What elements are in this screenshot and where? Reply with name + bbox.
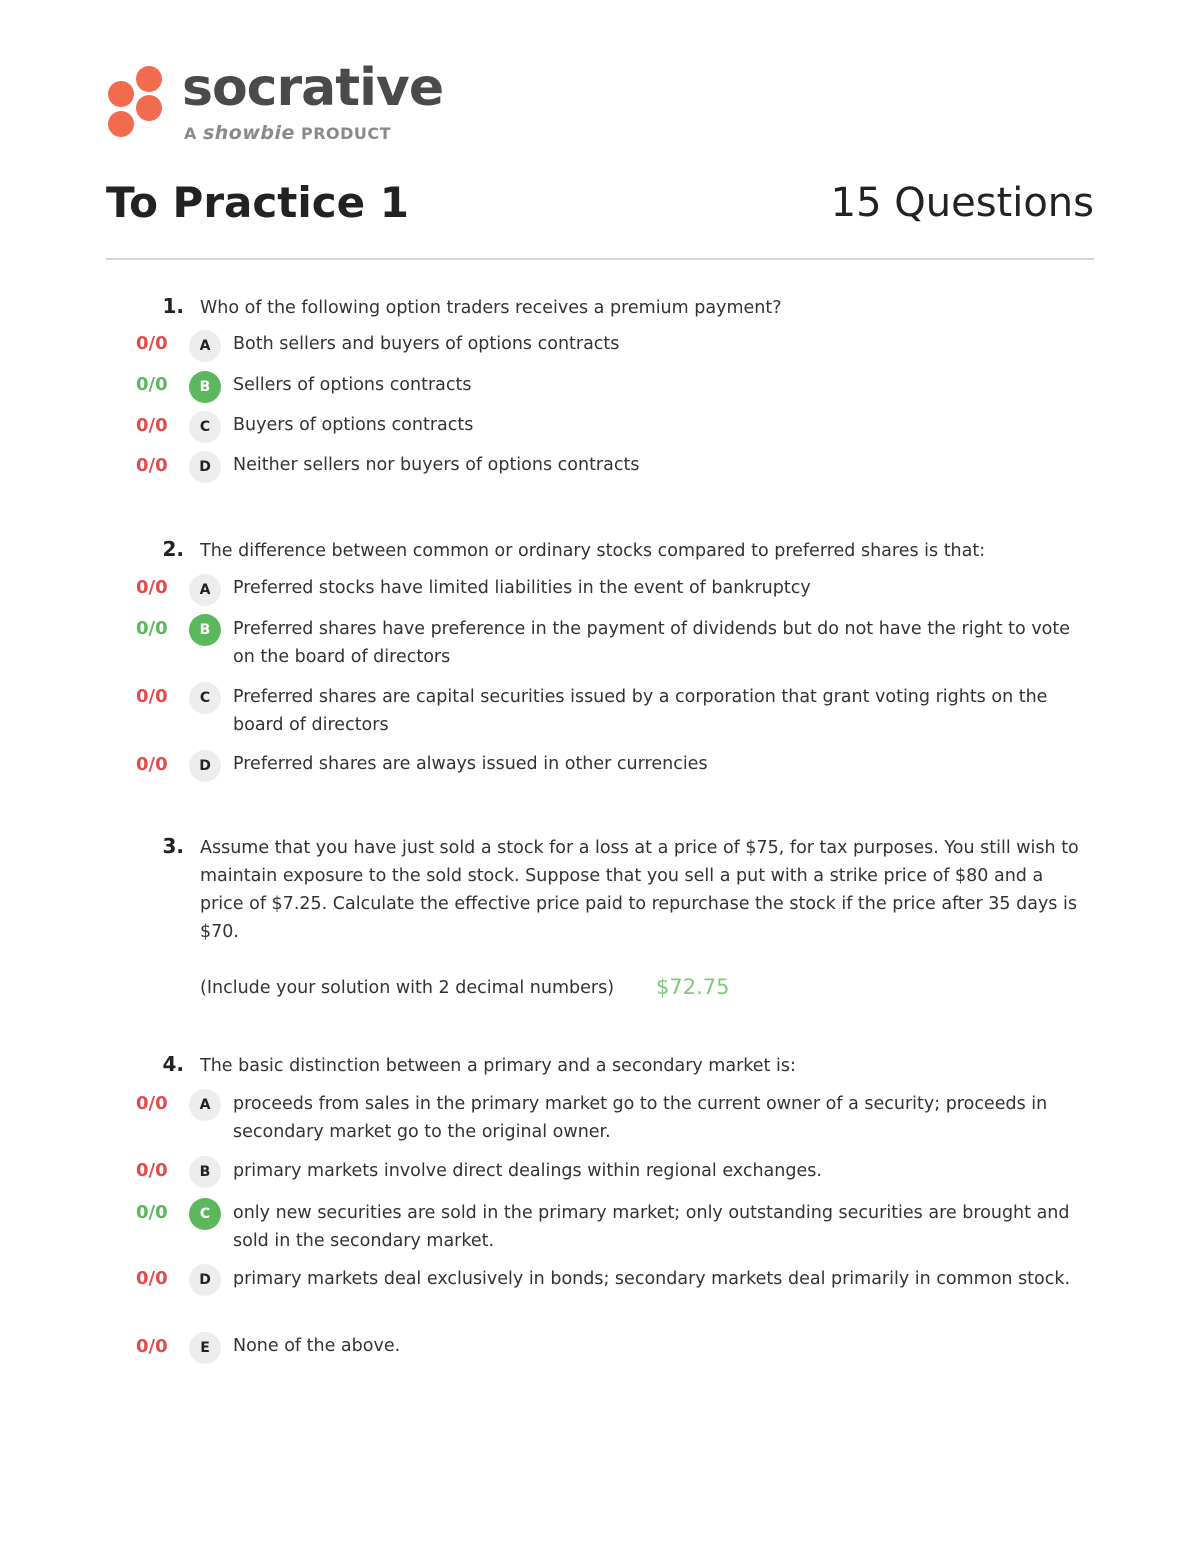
option-score: 0/0 [136,374,168,395]
option-score: 0/0 [136,333,168,354]
option-text: only new securities are sold in the primary market; only outstanding securities are brought and sold in the secondary market. [233,1203,1070,1251]
option-score: 0/0 [136,1268,168,1289]
option-text: Preferred shares are always issued in other currencies [233,754,708,774]
question-count: 15 Questions [830,180,1094,226]
option-text: Preferred shares are capital securities issued by a corporation that grant voting rights on the board of directors [233,687,1048,735]
option-score: 0/0 [136,1336,168,1357]
brand-subtitle-suffix: PRODUCT [301,124,392,143]
question-number: 3. [162,834,184,858]
option-text: Preferred stocks have limited liabilities in the event of bankruptcy [233,578,811,598]
option-letter-badge-correct: B [189,371,221,403]
question-number: 2. [162,537,184,561]
option-text: None of the above. [233,1336,401,1356]
option-text: proceeds from sales in the primary market go to the current owner of a security; proceeds in secondary market go to the original owner. [233,1094,1048,1142]
question-text: The difference between common or ordinary stocks compared to preferred shares is that: [200,541,986,561]
option-score: 0/0 [136,1202,168,1223]
option-score: 0/0 [136,754,168,775]
option-text: Both sellers and buyers of options contracts [233,334,620,354]
option-score: 0/0 [136,577,168,598]
brand-subtitle-company: showbie [202,122,295,144]
socrative-logo [104,58,464,148]
option-score: 0/0 [136,686,168,707]
option-score: 0/0 [136,1160,168,1181]
question-text: Assume that you have just sold a stock for a loss at a price of $75, for tax purposes. You still wish to maintain exposure to the sold stock. Suppose that you sell a put with a strike price of $80 and a price of $7.25. Calculate the effective price paid to repurchase the stock if the price after 35 days is $70. [200,838,1079,942]
brand-wordmark: socrative [182,58,444,118]
option-letter-badge: C [189,682,221,714]
option-text: Sellers of options contracts [233,375,472,395]
option-letter-badge: C [189,411,221,443]
question-text: Who of the following option traders receives a premium payment? [200,298,782,318]
option-letter-badge: B [189,1156,221,1188]
question-text: The basic distinction between a primary and a secondary market is: [200,1056,796,1076]
brand-subtitle-prefix: A [184,124,197,143]
option-text: Preferred shares have preference in the payment of dividends but do not have the right to vote on the board of directors [233,619,1071,667]
question-number: 4. [162,1052,184,1076]
option-letter-badge: D [189,1264,221,1296]
option-letter-badge: A [189,330,221,362]
option-text: primary markets deal exclusively in bonds; secondary markets deal primarily in common stock. [233,1269,1071,1289]
option-text: primary markets involve direct dealings within regional exchanges. [233,1161,822,1181]
header-divider [106,258,1094,260]
option-text: Neither sellers nor buyers of options contracts [233,455,640,475]
option-score: 0/0 [136,618,168,639]
option-letter-badge-correct: B [189,614,221,646]
question-number: 1. [162,294,184,318]
option-letter-badge-correct: C [189,1198,221,1230]
hexagon-cluster-icon [104,64,168,144]
option-score: 0/0 [136,1093,168,1114]
correct-answer: $72.75 [656,975,730,999]
question-note: (Include your solution with 2 decimal numbers) [200,978,615,998]
option-letter-badge: D [189,451,221,483]
page-title: To Practice 1 [106,178,409,227]
brand-subtitle [184,122,391,144]
option-letter-badge: E [189,1332,221,1364]
option-letter-badge: D [189,750,221,782]
option-letter-badge: A [189,1089,221,1121]
option-text: Buyers of options contracts [233,415,474,435]
option-score: 0/0 [136,455,168,476]
option-score: 0/0 [136,415,168,436]
option-letter-badge: A [189,574,221,606]
